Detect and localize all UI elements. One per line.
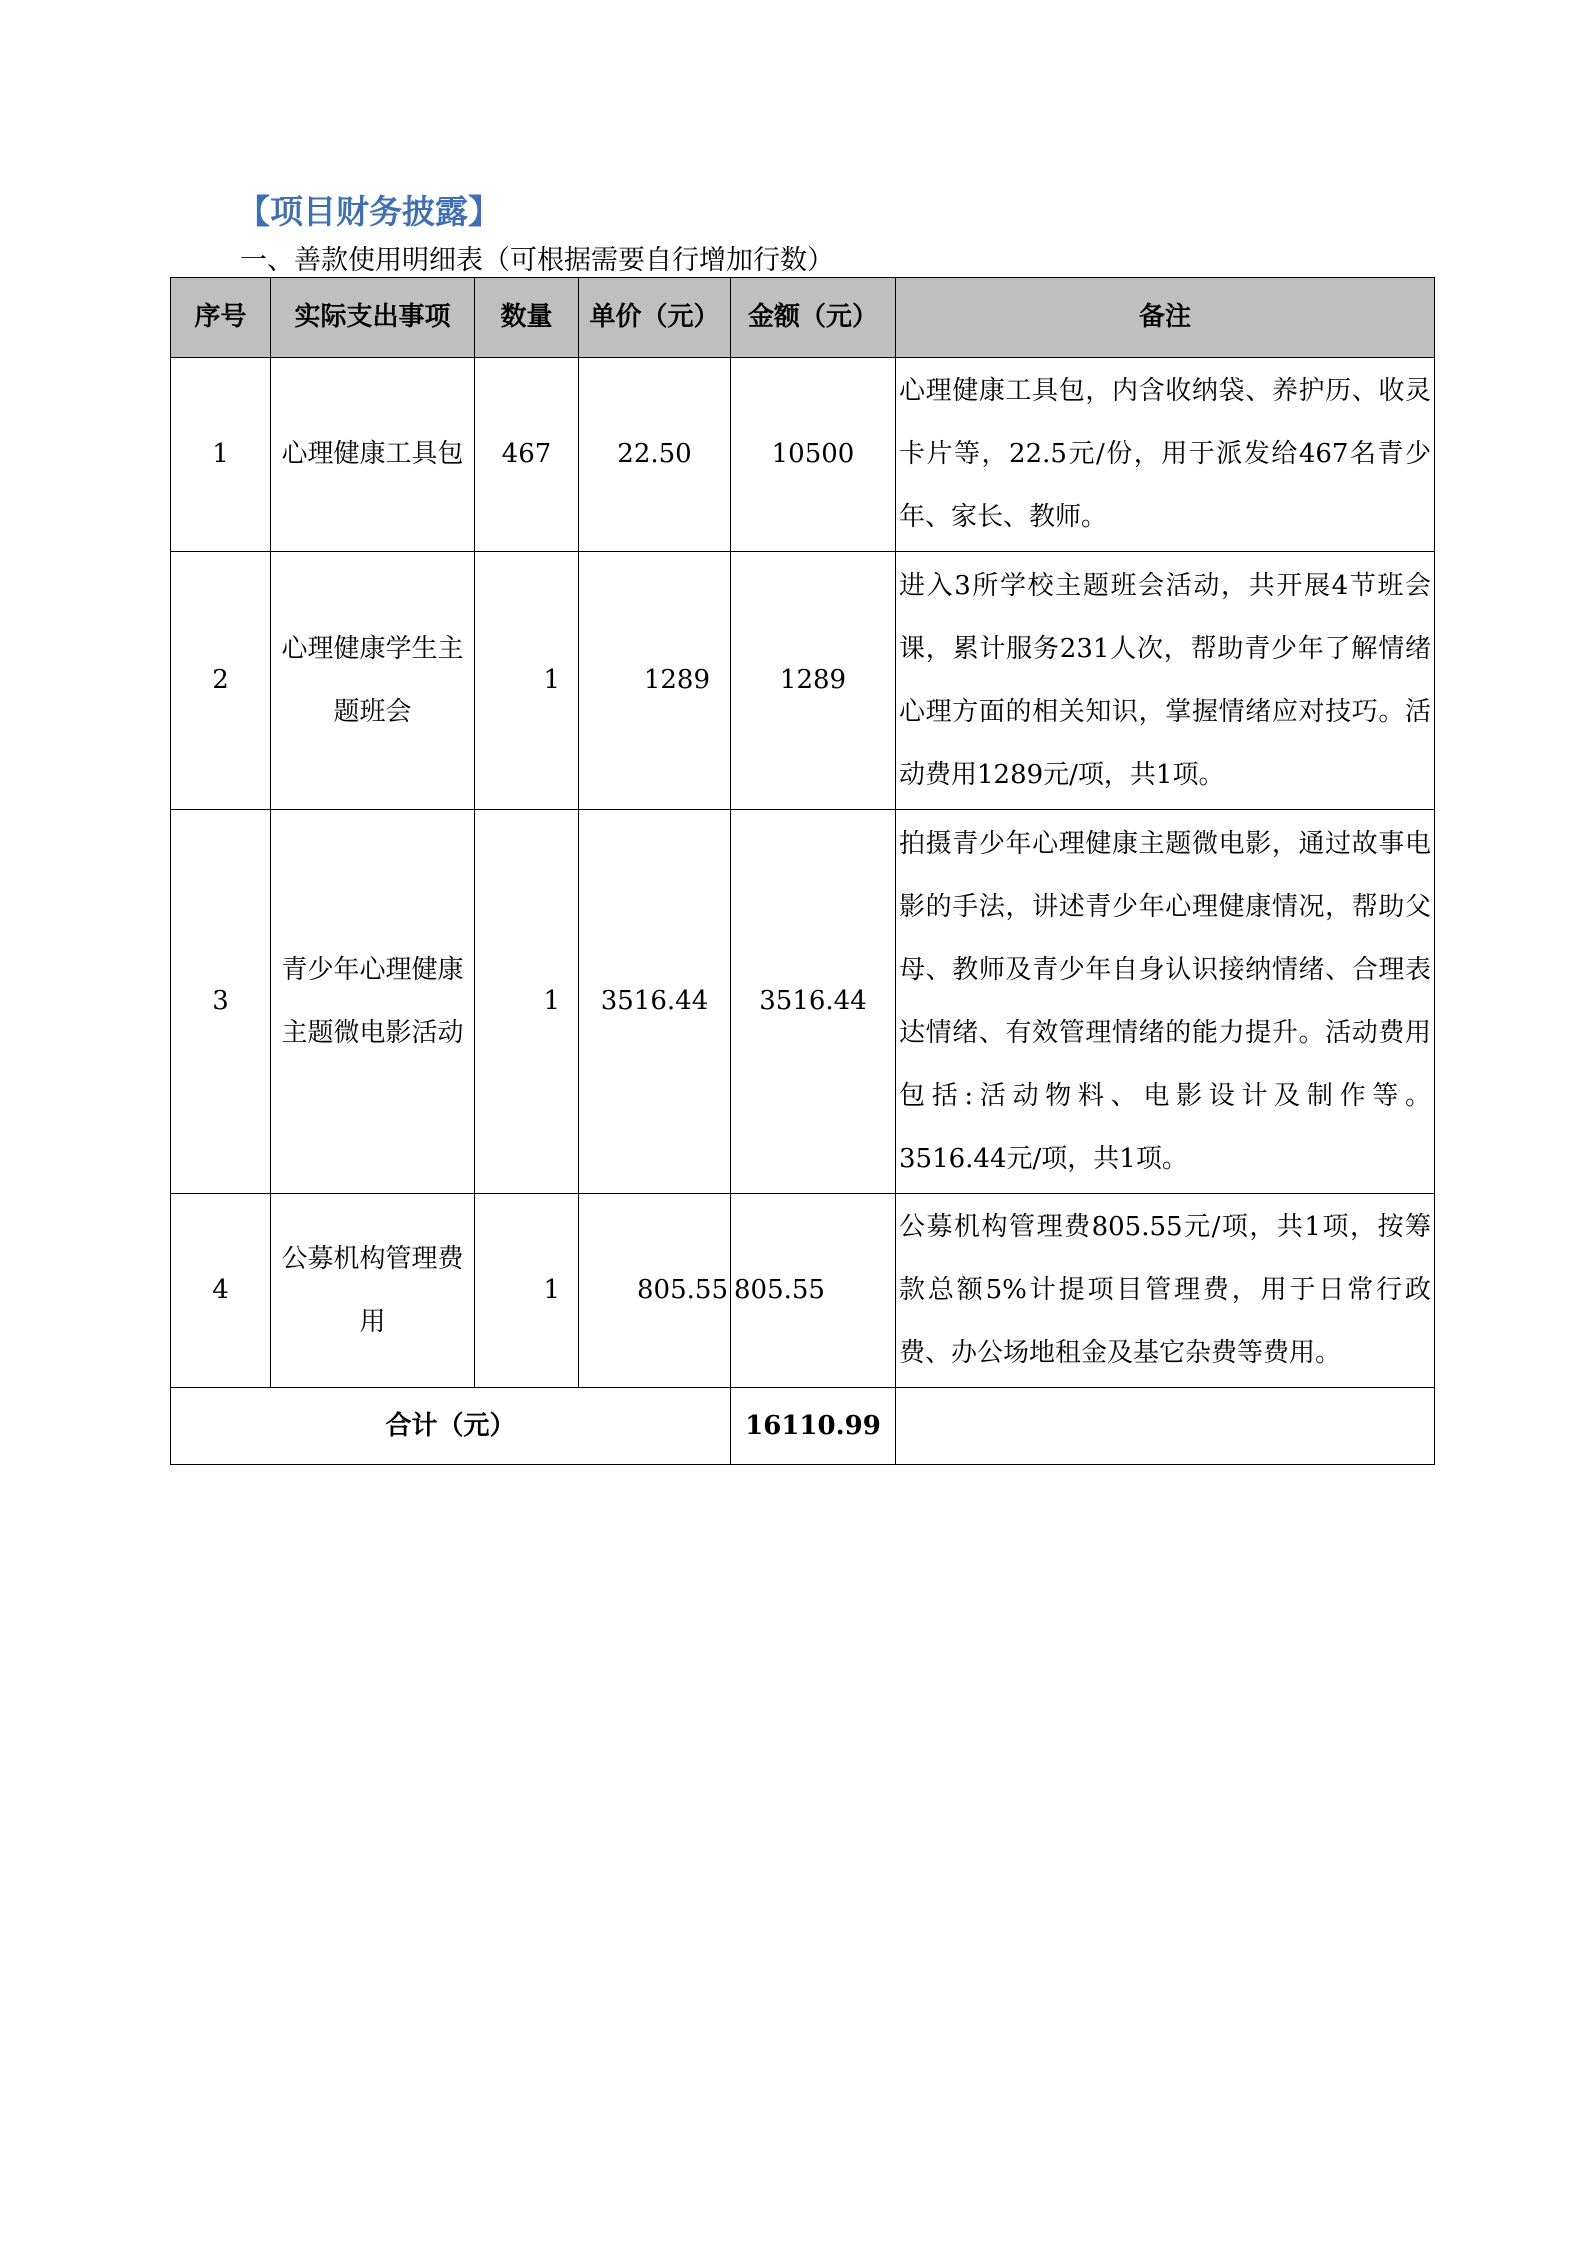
total-amount: 16110.99: [731, 1388, 896, 1465]
row-item: 公募机构管理费用: [271, 1194, 475, 1388]
row-qty: 467: [475, 358, 579, 552]
total-note: [896, 1388, 1435, 1465]
table-row: [171, 810, 1435, 1194]
row-note: 拍摄青少年心理健康主题微电影，通过故事电影的手法，讲述青少年心理健康情况，帮助父母、教师及青少年自身认识接纳情绪、合理表达情绪、有效管理情绪的能力提升。活动费用包括:活动物料、电影设计及制作等。3516.44元/项，共1项。: [896, 810, 1435, 1194]
row-item: 心理健康学生主题班会: [271, 552, 475, 810]
row-no: 3: [171, 810, 271, 1194]
row-amount: 805.55: [731, 1194, 896, 1388]
table-row: [171, 358, 1435, 552]
expense-table: [170, 277, 1435, 1465]
row-qty: 1: [475, 552, 579, 810]
header-item: 实际支出事项: [271, 278, 475, 358]
header-no: 序号: [171, 278, 271, 358]
row-qty: 1: [475, 810, 579, 1194]
row-item: 青少年心理健康主题微电影活动: [271, 810, 475, 1194]
row-qty: 1: [475, 1194, 579, 1388]
table-row: [171, 1194, 1435, 1388]
row-note: 公募机构管理费805.55元/项，共1项，按筹款总额5%计提项目管理费，用于日常行政费、办公场地租金及基它杂费等费用。: [896, 1194, 1435, 1388]
row-unit-price: 3516.44: [579, 810, 731, 1194]
row-no: 4: [171, 1194, 271, 1388]
total-row: [171, 1388, 1435, 1465]
row-note: 心理健康工具包，内含收纳袋、养护历、收灵卡片等，22.5元/份，用于派发给467名青少年、家长、教师。: [896, 358, 1435, 552]
table-caption: 一、善款使用明细表（可根据需要自行增加行数）: [240, 245, 834, 276]
row-note: 进入3所学校主题班会活动，共开展4节班会课，累计服务231人次，帮助青少年了解情绪心理方面的相关知识，掌握情绪应对技巧。活动费用1289元/项，共1项。: [896, 552, 1435, 810]
row-amount: 1289: [731, 552, 896, 810]
row-no: 2: [171, 552, 271, 810]
section-title: 【项目财务披露】: [237, 192, 501, 231]
row-no: 1: [171, 358, 271, 552]
header-unit-price: 单价（元）: [579, 278, 731, 358]
row-item: 心理健康工具包: [271, 358, 475, 552]
table-row: [171, 552, 1435, 810]
header-amount: 金额（元）: [731, 278, 896, 358]
row-amount: 10500: [731, 358, 896, 552]
table-header-row: [171, 278, 1435, 358]
row-amount: 3516.44: [731, 810, 896, 1194]
header-note: 备注: [896, 278, 1435, 358]
row-unit-price: 1289: [579, 552, 731, 810]
row-unit-price: 22.50: [579, 358, 731, 552]
row-unit-price: 805.55: [579, 1194, 731, 1388]
total-label: 合计（元）: [171, 1388, 731, 1465]
header-qty: 数量: [475, 278, 579, 358]
